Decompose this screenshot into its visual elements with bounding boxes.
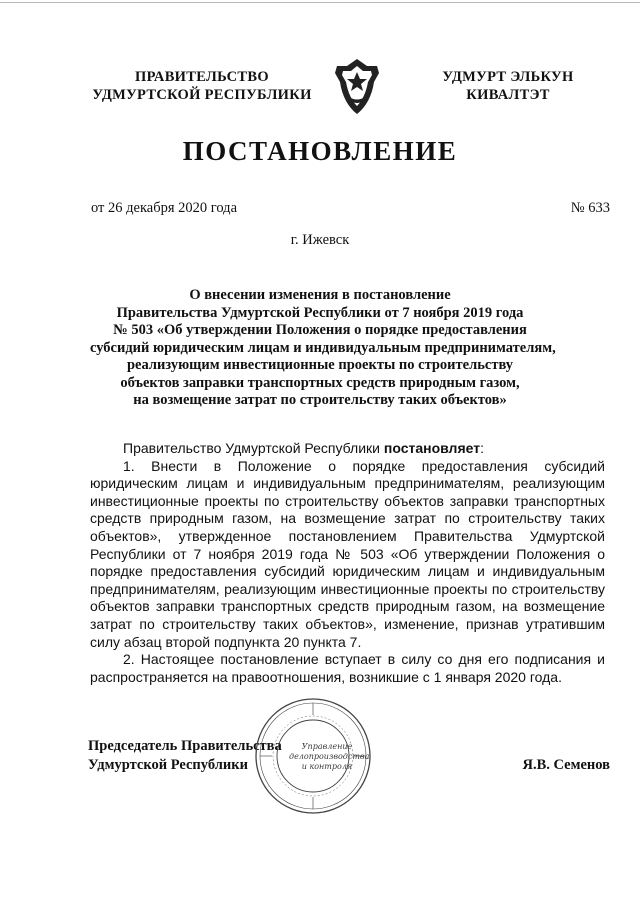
subject-line: № 503 «Об утверждении Положения о порядке предоставления <box>113 322 527 338</box>
header-left-line1: ПРАВИТЕЛЬСТВО <box>135 69 269 85</box>
subject-line: на возмещение затрат по строительству таких объектов» <box>133 392 507 408</box>
header-right <box>420 68 596 104</box>
body-point-1: 1. Внести в Положение о порядке предоставления субсидий юридическим лицам и индивидуальным предпринимателям, реализующим инвестиционные проекты по строительству объектов заправки транспортных средств природным газом, на возмещение затрат по строительству таких объектов», утвержденное постановлением Правительства Удмуртской Республики от 7 ноября 2019 года № 503 «Об утверждении Положения о порядке предоставления субсидий юридическим лицам и индивидуальным предпринимателям, реализующим инвестиционные проекты по строительству объектов заправки транспортных средств природным газом, на возмещение затрат по строительству таких объектов», изменение, признав утратившим силу абзац второй подпункта 20 пункта 7. <box>90 457 605 650</box>
intro-colon: : <box>480 440 484 456</box>
stamp-line: и контроля <box>301 762 353 771</box>
signatory-title-line2: Удмуртской Республики <box>88 757 248 773</box>
intro-text: Правительство Удмуртской Республики <box>123 440 384 456</box>
document-body <box>90 440 605 686</box>
header-right-line2: КИВАЛТЭТ <box>466 87 550 103</box>
subject-line: реализующим инвестиционные проекты по строительству <box>126 357 514 373</box>
body-point-2: 2. Настоящее постановление вступает в силу со дня его подписания и распространяется на правоотношения, возникшие с 1 января 2020 года. <box>90 651 605 685</box>
body-intro <box>90 440 605 458</box>
document-city: г. Ижевск <box>290 232 350 248</box>
intro-verb: постановляет <box>383 440 481 456</box>
subject-line: объектов заправки транспортных средств природным газом, <box>120 374 520 391</box>
document-subject <box>90 287 556 410</box>
document-type: ПОСТАНОВЛЕНИЕ <box>182 136 458 166</box>
stamp-line: Управление <box>301 742 353 751</box>
scan-edge-line <box>0 2 640 3</box>
stamp-center-text <box>289 742 370 772</box>
signatory-title-line1: Председатель Правительства <box>88 738 282 754</box>
signatory-name: Я.В. Семенов <box>522 757 610 773</box>
header-left <box>82 68 322 104</box>
subject-line: О внесении изменения в постановление <box>189 287 451 303</box>
coat-of-arms-icon <box>327 57 387 117</box>
subject-line: Правительства Удмуртской Республики от 7 ноября 2019 года <box>116 304 524 321</box>
document-date: от 26 декабря 2020 года <box>91 200 237 216</box>
stamp-line: делопроизводства <box>289 752 370 761</box>
document-number: № 633 <box>570 200 610 216</box>
subject-line: субсидий юридическим лицам и индивидуальным предпринимателям, <box>90 339 556 356</box>
header-left-line2: УДМУРТСКОЙ РЕСПУБЛИКИ <box>92 87 312 103</box>
header-right-line1: УДМУРТ ЭЛЬКУН <box>442 69 574 85</box>
